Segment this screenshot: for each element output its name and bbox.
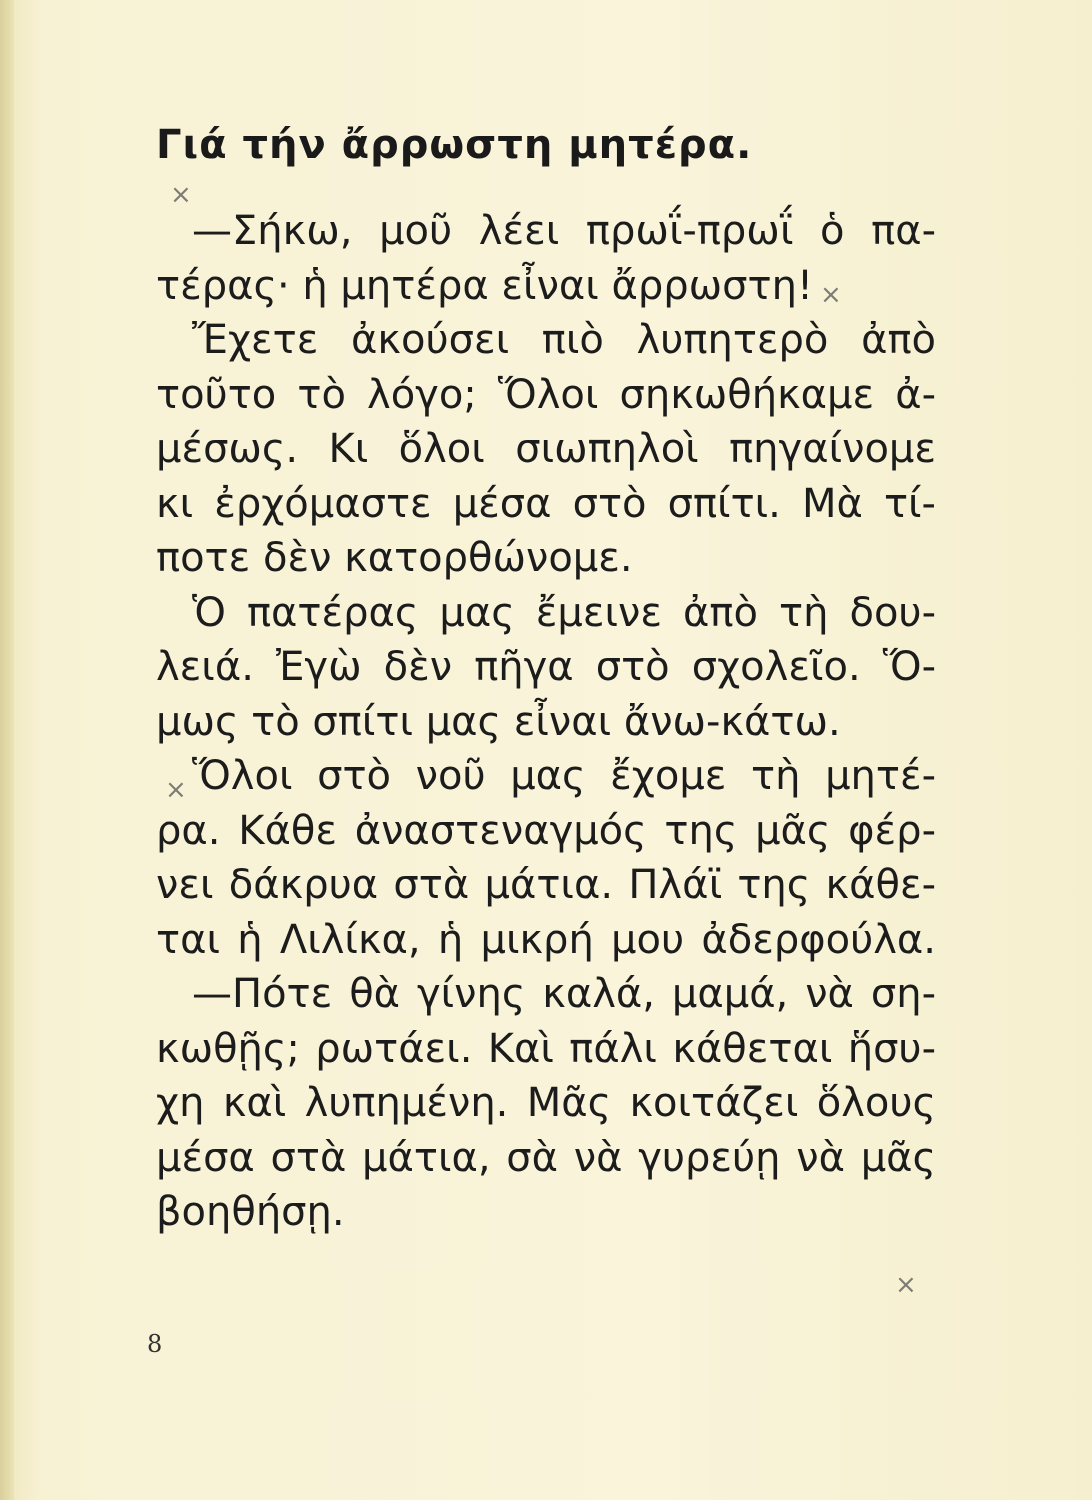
text-line: μέσα στὰ μάτια, σὰ νὰ γυρεύῃ νὰ μᾶς <box>156 1134 936 1181</box>
text-line: ρα. Κάθε ἀναστεναγμός της μᾶς φέρ- <box>156 807 936 854</box>
text-line: λειά. Ἐγὼ δὲν πῆγα στὸ σχολεῖο. Ὅ- <box>156 644 936 690</box>
page-spine-shadow <box>0 0 14 1500</box>
pencil-mark-icon: ⨯ <box>820 280 842 310</box>
text-line: τέρας· ἡ μητέρα εἶναι ἄρρωστη! <box>156 262 813 309</box>
text-line: ποτε δὲν κατορθώνομε. <box>156 535 633 581</box>
page-body <box>156 204 936 1240</box>
pencil-mark-icon: ⨯ <box>895 1270 917 1300</box>
text-line: Ὅλοι στὸ νοῦ μας ἔχομε τὴ μητέ- <box>192 753 936 799</box>
page-number: 8 <box>147 1330 163 1358</box>
text-line: κωθῇς; ρωτάει. Καὶ πάλι κάθεται ἥσυ- <box>156 1025 936 1072</box>
text-line: μως τὸ σπίτι μας εἶναι ἄνω-κάτω. <box>156 698 841 745</box>
text-line: κι ἐρχόμαστε μέσα στὸ σπίτι. Μὰ τί- <box>156 480 936 527</box>
text-line: χη καὶ λυπημένη. Μᾶς κοιτάζει ὅλους <box>156 1080 936 1126</box>
text-line: τοῦτο τὸ λόγο; Ὅλοι σηκωθήκαμε ἀ- <box>156 371 936 418</box>
text-line: —Σήκω, μοῦ λέει πρωΐ-πρωΐ ὁ πα- <box>192 208 936 254</box>
text-line: Ἔχετε ἀκούσει πιὸ λυπητερὸ ἀπὸ <box>192 317 936 363</box>
text-line: νει δάκρυα στὰ μάτια. Πλάϊ της κάθε- <box>156 862 936 908</box>
pencil-mark-icon: ⨯ <box>170 180 192 210</box>
text-line: —Πότε θὰ γίνης καλά, μαμά, νὰ ση- <box>192 971 936 1017</box>
text-line: μέσως. Κι ὅλοι σιωπηλοὶ πηγαίνομε <box>156 426 936 472</box>
pencil-mark-icon: ⨯ <box>165 775 187 805</box>
page-title: Γιά τήν ἄρρωστη μητέρα. <box>156 122 753 168</box>
text-line: Ὁ πατέρας μας ἔμεινε ἀπὸ τὴ δου- <box>192 589 936 636</box>
text-line: βοηθήσῃ. <box>156 1189 345 1235</box>
text-line: ται ἡ Λιλίκα, ἡ μικρή μου ἀδερφούλα. <box>156 916 936 963</box>
bleed-line <box>1007 99 1020 145</box>
